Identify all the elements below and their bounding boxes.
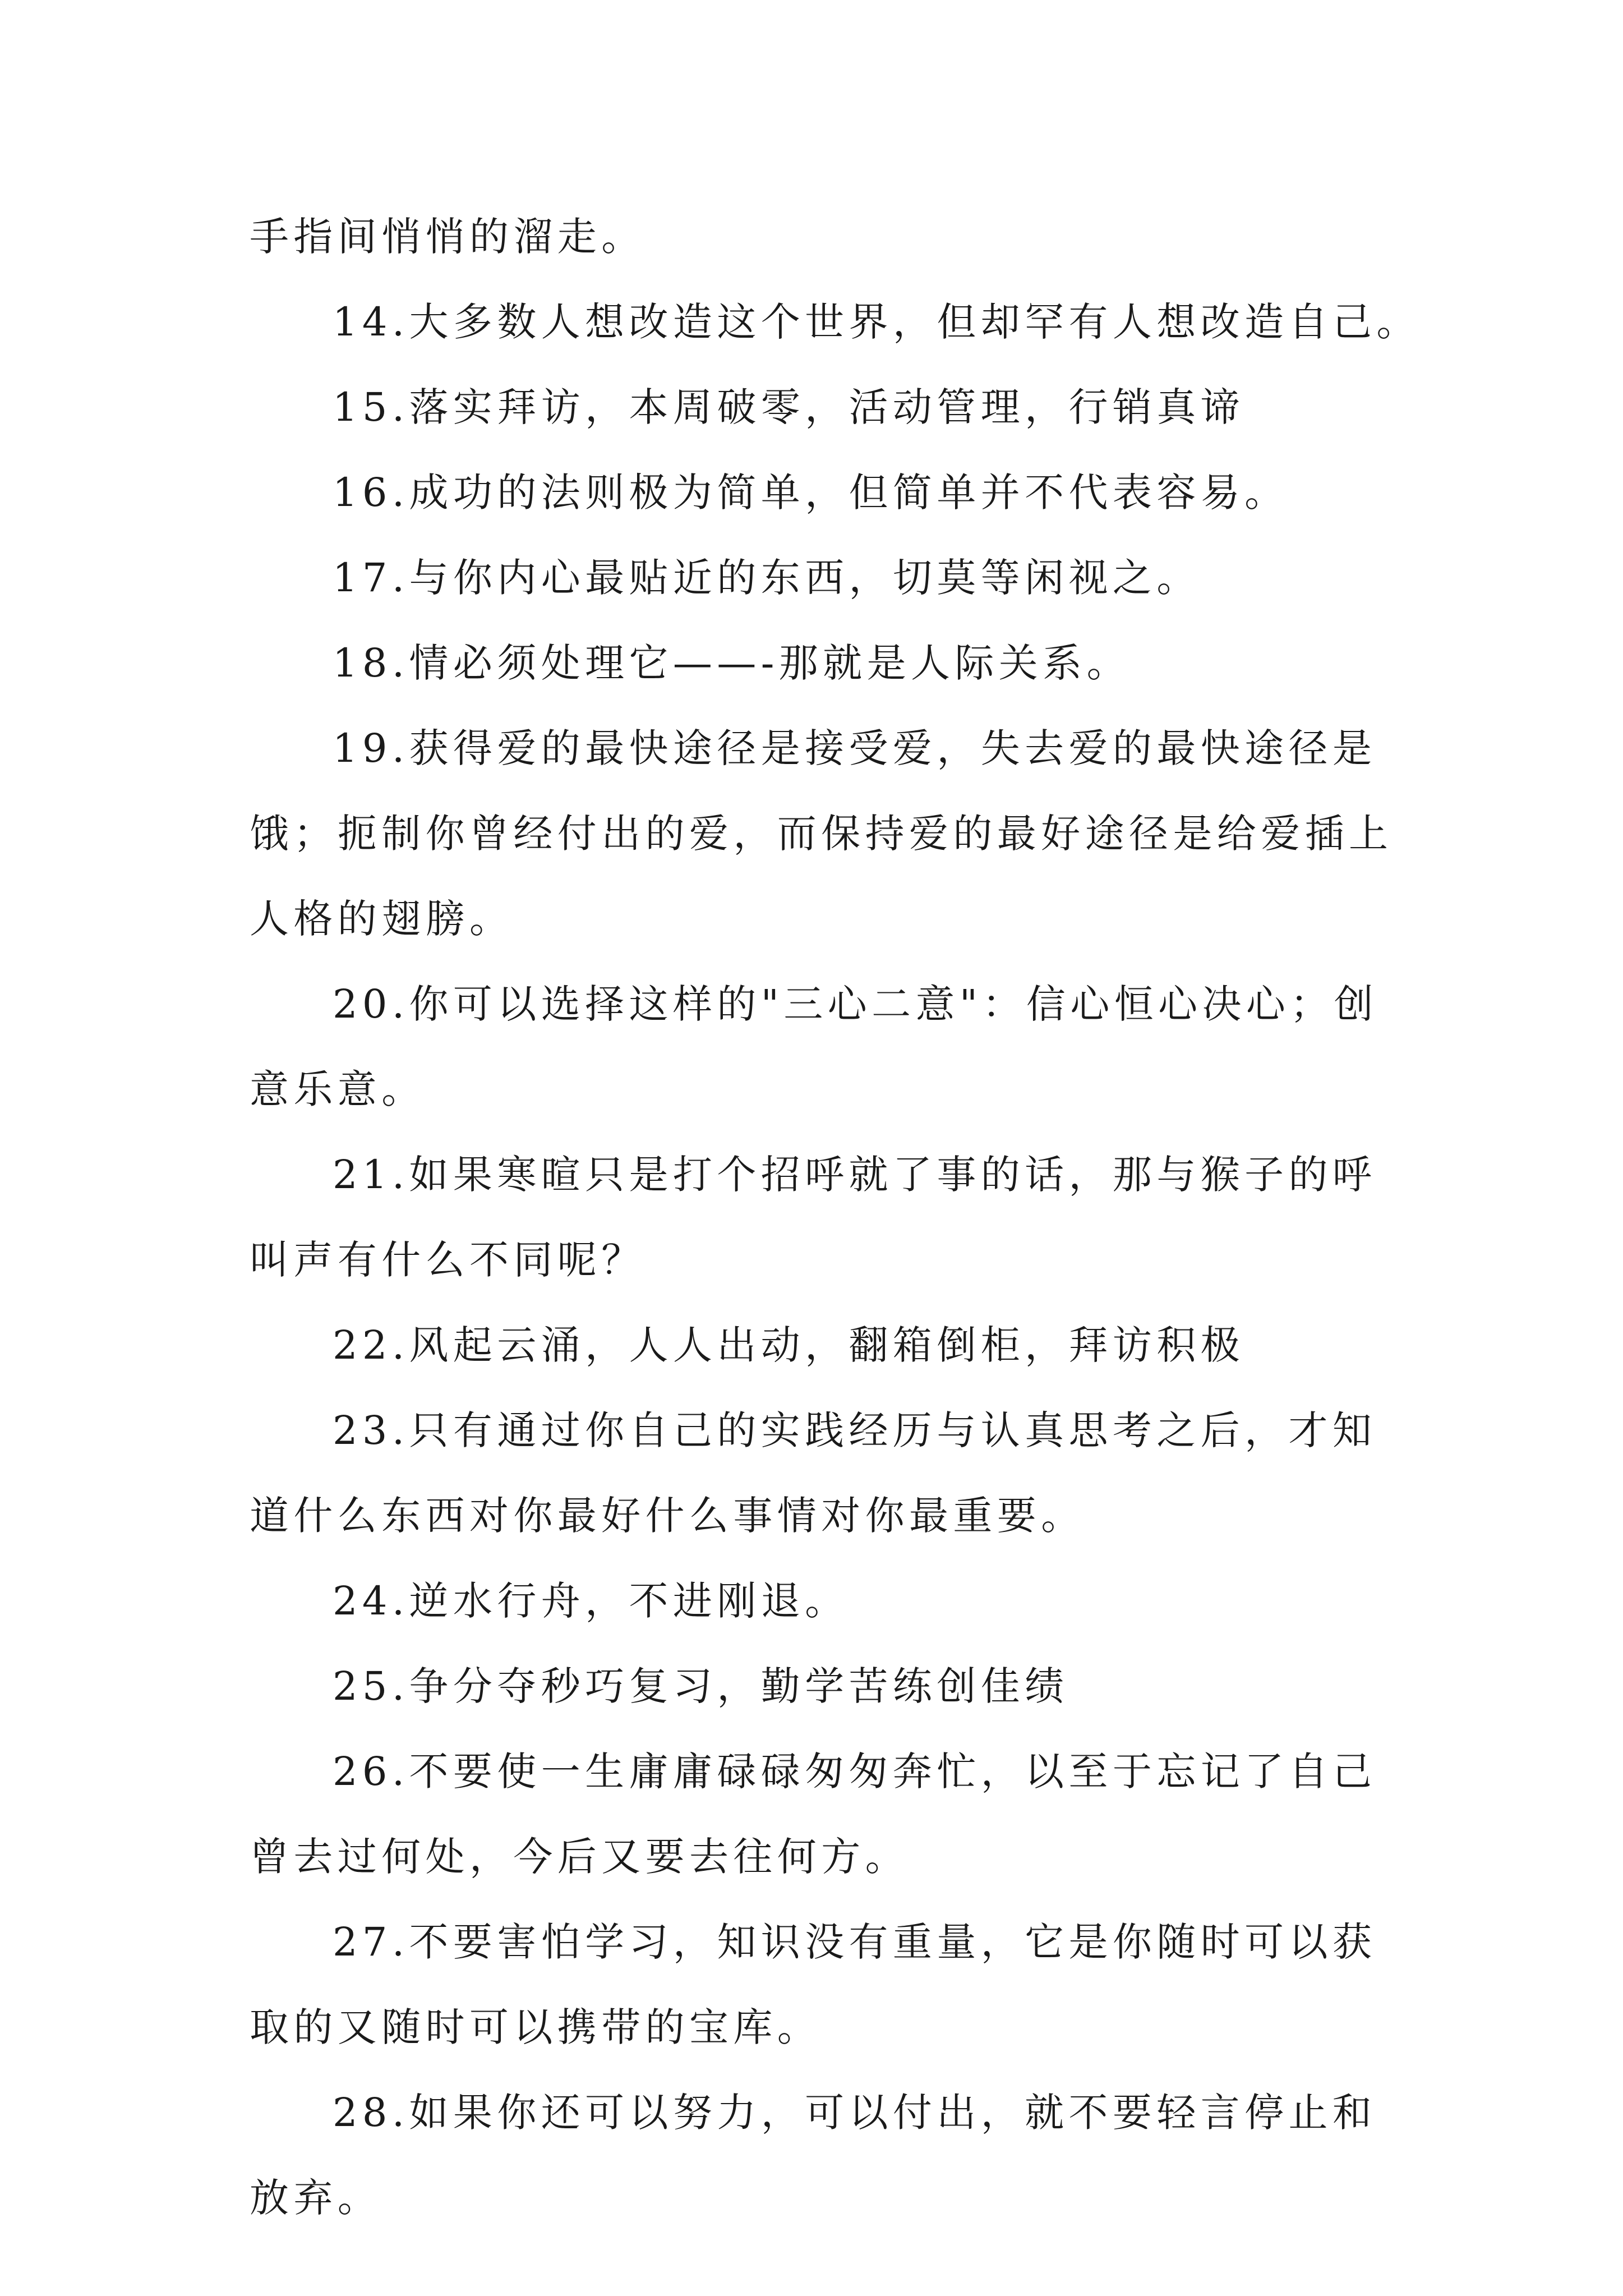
text-line: 人格的翅膀。 [250, 896, 514, 942]
document-body [250, 208, 1421, 2254]
text-line: 27.不要害怕学习，知识没有重量，它是你随时可以获 [333, 1919, 1377, 1965]
text-line: 饿；扼制你曾经付出的爱，而保持爱的最好途径是给爱插上 [250, 811, 1393, 857]
text-line: 叫声有什么不同呢？ [250, 1237, 645, 1283]
text-line: 放弃。 [250, 2175, 382, 2221]
text-line: 22.风起云涌，人人出动，翻箱倒柜，拜访积极 [333, 1322, 1245, 1368]
text-line: 28.如果你还可以努力，可以付出，就不要轻言停止和 [333, 2090, 1377, 2136]
text-line: 26.不要使一生庸庸碌碌匆匆奔忙，以至于忘记了自己 [333, 1749, 1377, 1795]
text-line: 25.争分夺秒巧复习，勤学苦练创佳绩 [333, 1663, 1069, 1709]
text-line: 14.大多数人想改造这个世界，但却罕有人想改造自己。 [333, 299, 1421, 345]
text-line: 16.成功的法则极为简单，但简单并不代表容易。 [333, 470, 1289, 516]
text-line: 24.逆水行舟，不进刚退。 [333, 1578, 849, 1624]
text-line: 19.获得爱的最快途径是接受爱，失去爱的最快途径是 [333, 725, 1377, 771]
text-line: 手指间悄悄的溜走。 [250, 214, 645, 260]
text-line: 曾去过何处，今后又要去往何方。 [250, 1834, 909, 1880]
text-line: 20.你可以选择这样的"三心二意"：信心恒心决心；创 [333, 981, 1378, 1027]
text-line: 17.与你内心最贴近的东西，切莫等闲视之。 [333, 555, 1201, 601]
text-line: 18.情必须处理它——-那就是人际关系。 [333, 640, 1131, 686]
text-line: 取的又随时可以携带的宝库。 [250, 2004, 822, 2050]
text-line: 23.只有通过你自己的实践经历与认真思考之后，才知 [333, 1407, 1377, 1453]
text-line: 21.如果寒暄只是打个招呼就了事的话，那与猴子的呼 [333, 1152, 1377, 1198]
text-line: 15.落实拜访，本周破零，活动管理，行销真谛 [333, 384, 1245, 430]
text-line: 道什么东西对你最好什么事情对你最重要。 [250, 1493, 1085, 1539]
text-line: 意乐意。 [250, 1066, 426, 1112]
